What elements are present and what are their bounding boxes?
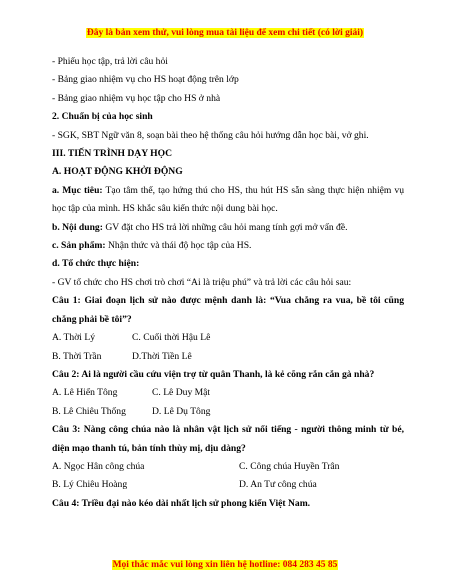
goal-paragraph	[52, 182, 404, 219]
section-heading: III. TIẾN TRÌNH DẠY HỌC	[52, 148, 173, 160]
question-4: Câu 4: Triều đại nào kéo dài nhất lịch sử phong kiến Việt Nam.	[52, 497, 311, 509]
question-2-options-row-1	[52, 384, 404, 402]
question-3-option-d: D. An Tư công chúa	[239, 479, 317, 491]
question-3-options-row-2	[52, 476, 404, 494]
question-1-option-d: D.Thời Tiền Lê	[132, 350, 192, 362]
material-line-3: - Bảng giao nhiệm vụ học tập cho HS ở nhà	[52, 92, 221, 104]
question-3: Câu 3: Nàng công chúa nào là nhân vật lịch sử nổi tiếng - người thông minh từ bé, diện mạo thanh tú, bản tính thùy mị, dịu dàng?	[52, 424, 404, 454]
hotline-text: Mọi thắc mắc vui lòng xin liên hệ hotline: 084 283 45 85	[112, 560, 338, 570]
material-line-2: - Bảng giao nhiệm vụ cho HS hoạt động trên lớp	[52, 74, 239, 86]
content-text: GV đặt cho HS trả lời những câu hỏi mang tính gợi mở vấn đề.	[102, 221, 348, 233]
question-2-option-a: A. Lê Hiển Tông	[52, 387, 118, 399]
question-1-option-a: A. Thời Lý	[52, 332, 96, 344]
question-2-option-c: C. Lê Duy Mật	[152, 387, 211, 399]
question-1-option-c: C. Cuối thời Hậu Lê	[132, 332, 211, 344]
student-prep-heading: 2. Chuẩn bị của học sinh	[52, 111, 153, 123]
question-1-options-row-2	[52, 348, 404, 366]
activity-heading: A. HOẠT ĐỘNG KHỞI ĐỘNG	[52, 166, 183, 178]
hotline-banner	[0, 560, 450, 570]
question-3-option-a: A. Ngọc Hân công chúa	[52, 460, 145, 472]
question-2: Câu 2: Ai là người cầu cứu viện trợ từ quân Thanh, là kẻ cõng rắn cắn gà nhà?	[52, 368, 375, 380]
organization-text: - GV tổ chức cho HS chơi trò chơi “Ai là triệu phú” và trả lời các câu hỏi sau:	[52, 276, 352, 288]
preview-notice-banner	[0, 28, 450, 38]
question-2-option-b: B. Lê Chiêu Thống	[52, 405, 126, 417]
question-1-options-row-1	[52, 329, 404, 347]
product-label: c. Sản phẩm:	[52, 240, 106, 252]
organization-heading: d. Tổ chức thực hiện:	[52, 258, 140, 270]
document-body	[52, 53, 404, 513]
question-3-options-row-1	[52, 458, 404, 476]
question-2-option-d: D. Lê Dụ Tông	[152, 405, 211, 417]
question-3-option-c: C. Công chúa Huyền Trân	[239, 460, 340, 472]
question-1-option-b: B. Thời Trần	[52, 350, 102, 362]
goal-text: Tạo tâm thế, tạo hứng thú cho HS, thu hút HS sẵn sàng thực hiện nhiệm vụ học tập của mình. HS khắc sâu kiến thức nội dung bài học.	[52, 184, 404, 215]
product-paragraph	[52, 237, 404, 255]
preview-notice-text: Đây là bản xem thử, vui lòng mua tài liệu để xem chi tiết (có lời giải)	[86, 28, 364, 38]
question-3-option-b: B. Lý Chiêu Hoàng	[52, 479, 128, 491]
product-text: Nhận thức và thái độ học tập của HS.	[105, 240, 252, 252]
student-prep-line: - SGK, SBT Ngữ văn 8, soạn bài theo hệ thống câu hỏi hướng dẫn học bài, vở ghi.	[52, 129, 369, 141]
goal-label: a. Mục tiêu:	[52, 184, 103, 196]
content-paragraph	[52, 219, 404, 237]
question-2-options-row-2	[52, 403, 404, 421]
content-label: b. Nội dung:	[52, 221, 103, 233]
question-1: Câu 1: Giai đoạn lịch sử nào được mệnh danh là: “Vua chẳng ra vua, bề tôi cũng chẳng phải bề tôi”?	[52, 295, 404, 325]
material-line-1: - Phiếu học tập, trả lời câu hỏi	[52, 56, 168, 67]
